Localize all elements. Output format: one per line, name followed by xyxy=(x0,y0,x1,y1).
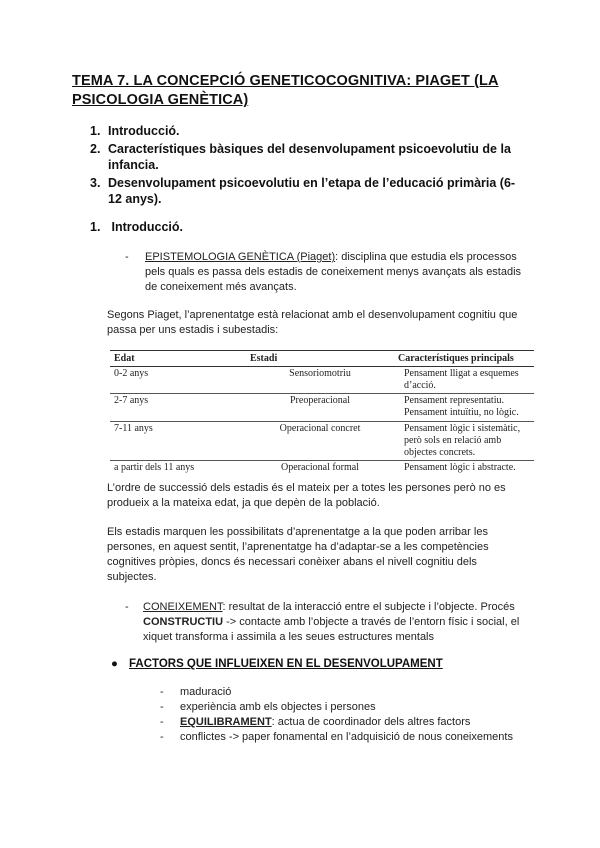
list-item-text: conflictes -> paper fonamental en l’adquisició de nous coneixements xyxy=(180,731,513,743)
dash-marker: - xyxy=(160,731,164,743)
toc-item-text: Desenvolupament psicoevolutiu en l’etapa de l’educació primària (6-12 anys). xyxy=(108,176,516,206)
list-item xyxy=(160,715,513,730)
toc-item xyxy=(90,123,520,139)
paragraph-segons-piaget: Segons Piaget, l’aprenentatge està relacionat amb el desenvolupament cognitiu que passa per uns estadis i subestadis: xyxy=(107,309,518,336)
list-item-term: EQUILIBRAMENT xyxy=(180,716,272,728)
header-caracteristiques: Característiques principals xyxy=(394,351,534,367)
factors-heading xyxy=(111,658,443,670)
paragraph-estadis: Els estadis marquen les possibilitats d’aprenentatge a la que poden arribar les persones, en aquest sentit, l’aprenentatge ha d’adaptar-se a les competències cognitives pròpies, doncs és necessari conèixer abans el nivell cognitiu dels subjectes. xyxy=(107,526,489,583)
cell-estadi: Sensoriomotriu xyxy=(246,367,394,394)
paragraph-ordre: L’ordre de successió dels estadis és el mateix per a totes les persones però no es produeix a la mateixa edat, ja que depèn de la població. xyxy=(107,482,506,509)
toc-item-number: 1. xyxy=(90,124,101,138)
stages-table xyxy=(110,350,534,475)
toc-item xyxy=(90,175,520,207)
list-item xyxy=(160,685,513,700)
coneixement-text: : resultat de la interacció entre el subjecte i l’objecte. Procés xyxy=(222,601,515,613)
dash-marker: - xyxy=(125,251,129,263)
coneixement-term: CONEIXEMENT xyxy=(143,601,223,613)
toc-item-number: 3. xyxy=(90,176,101,190)
table-row xyxy=(110,461,534,476)
cell-edat: 2-7 anys xyxy=(110,394,246,422)
cell-estadi: Preoperacional xyxy=(246,394,394,422)
cell-caracteristiques: Pensament representatiu. Pensament intuïtiu, no lògic. xyxy=(394,394,534,422)
toc-item-text: Característiques bàsiques del desenvolupament psicoevolutiu de la infancia. xyxy=(108,142,511,172)
list-item-text: experiència amb els objectes i persones xyxy=(180,701,376,713)
section-heading xyxy=(90,220,183,234)
table-row xyxy=(110,367,534,394)
toc-item-text: Introducció. xyxy=(108,124,180,138)
cell-caracteristiques: Pensament lligat a esquemes d’acció. xyxy=(394,367,534,394)
table-row xyxy=(110,422,534,461)
toc-item xyxy=(90,141,520,173)
epistemologia-definition xyxy=(125,250,535,295)
constructiu-term: CONSTRUCTIU xyxy=(143,616,224,628)
page-title: TEMA 7. LA CONCEPCIÓ GENETICOCOGNITIVA: PIAGET (LA PSICOLOGIA GENÈTICA) xyxy=(72,73,499,108)
cell-edat: 7-11 anys xyxy=(110,422,246,461)
table-row xyxy=(110,394,534,422)
dash-marker: - xyxy=(160,716,164,728)
table-of-contents xyxy=(90,123,520,209)
bullet-icon: ● xyxy=(111,658,118,670)
table-header-row xyxy=(110,351,534,367)
cell-estadi: Operacional formal xyxy=(280,462,360,473)
section-number: 1. xyxy=(90,220,101,234)
toc-item-number: 2. xyxy=(90,142,101,156)
epistemologia-text: : disciplina que estudia els processos pels quals es passa dels estadis de coneixement menys avançats als estadis de coneixement més avançats. xyxy=(145,251,522,293)
cell-caracteristiques: Pensament lògic i sistemàtic, però sols en relació amb objectes concrets. xyxy=(394,422,534,461)
coneixement-text-2: -> contacte amb l’objecte a través de l’entorn físic i social, el xiquet transforma i assimila a les seues estructures mentals xyxy=(143,616,520,643)
epistemologia-term: EPISTEMOLOGIA GENÈTICA (Piaget) xyxy=(145,251,336,263)
dash-marker: - xyxy=(160,701,164,713)
dash-marker: - xyxy=(160,686,164,698)
header-estadi: Estadi xyxy=(246,351,394,367)
list-item xyxy=(160,700,513,715)
cell-edat: 0-2 anys xyxy=(110,367,246,394)
list-item xyxy=(160,730,513,745)
dash-marker: - xyxy=(125,601,129,613)
list-item-text: maduració xyxy=(180,686,232,698)
section-title: Introducció. xyxy=(111,220,184,234)
cell-estadi: Operacional concret xyxy=(246,422,394,461)
cell-edat: a partir dels 11 anys xyxy=(114,462,195,473)
factors-list xyxy=(160,685,513,745)
factors-title: FACTORS QUE INFLUEIXEN EN EL DESENVOLUPAMENT xyxy=(129,658,443,670)
coneixement-definition xyxy=(125,600,537,645)
list-item-text: : actua de coordinador dels altres factors xyxy=(271,716,471,728)
header-edat: Edat xyxy=(110,351,246,367)
cell-caracteristiques: Pensament lògic i abstracte. xyxy=(404,462,516,473)
